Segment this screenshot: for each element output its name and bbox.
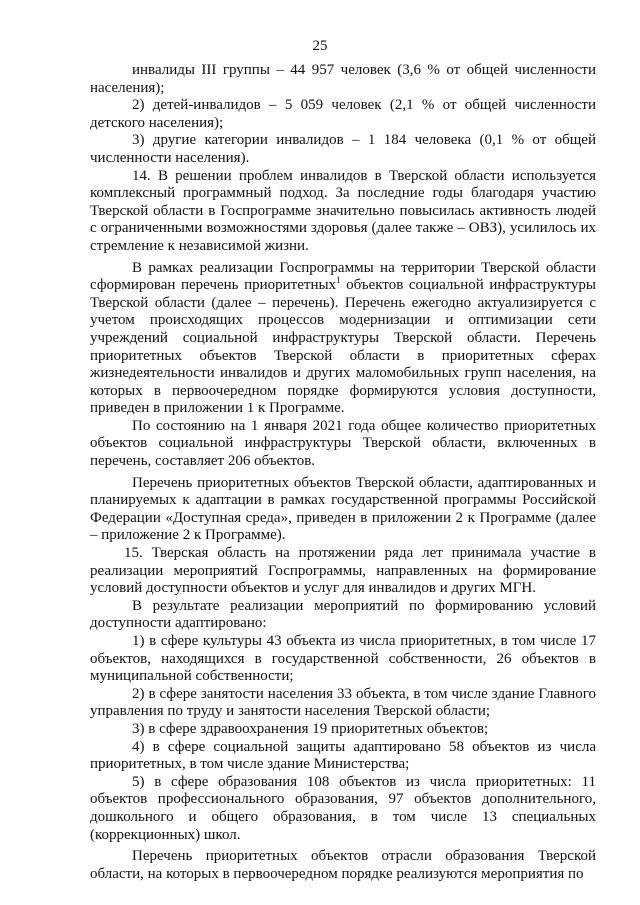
paragraph-accessible-environment: Перечень приоритетных объектов Тверской области, адаптированных и планируемых к адаптации в рамках государственной программы Российской Федерации «Доступная среда», приведен в приложении 2 к Программе (далее – приложение 2 к Программе). (90, 474, 596, 544)
paragraph-employment-sphere: 2) в сфере занятости населения 33 объекта, в том числе здание Главного управления по труду и занятости населения Тверской области; (90, 685, 596, 720)
paragraph-section-14: 14. В решении проблем инвалидов в Тверской области используется комплексный программный подход. За последние годы благодаря участию Тверской области в Госпрограмме значительно повысилась активность людей с ограниченными возможностями здоровья (далее также – ОВЗ), усилилось их стремление к независимой жизни. (90, 167, 596, 254)
paragraph-section-15: 15. Тверская область на протяжении ряда лет принимала участие в реализации мероприятий Госпрограммы, направленных на формирование условий доступности объектов и услуг для инвалидов и других МГН. (90, 545, 596, 597)
paragraph-education-priority-list: Перечень приоритетных объектов отрасли образования Тверской области, на которых в первоочередном порядке реализуются мероприятия по (90, 848, 596, 882)
priority-list-text-start: В рамках реализации Госпрограммы на территории Тверской области сформирован перечень приоритетных (90, 259, 596, 294)
paragraph-disability-group-3: инвалиды III группы – 44 957 человек (3,6 % от общей численности населения); (90, 62, 596, 96)
paragraph-object-count: По состоянию на 1 января 2021 года общее количество приоритетных объектов социальной инфраструктуры Тверской области, включенных в перечень, составляет 206 объектов. (90, 417, 596, 470)
paragraph-education-sphere: 5) в сфере образования 108 объектов из числа приоритетных: 11 объектов профессионального образования, 97 объектов дополнительного, дошкольного и общего образования, в том числе 13 специальных (коррекционных) школ. (90, 773, 596, 843)
paragraph-culture-sphere: 1) в сфере культуры 43 объекта из числа приоритетных, в том числе 17 объектов, находящихся в государственной собственности, 26 объектов в муниципальной собственности; (90, 633, 596, 685)
paragraph-results-intro: В результате реализации мероприятий по формированию условий доступности адаптировано: (90, 597, 596, 632)
paragraph-healthcare-sphere: 3) в сфере здравоохранения 19 приоритетных объектов; (132, 720, 489, 737)
page-number: 25 (312, 38, 328, 54)
document-body (90, 62, 596, 883)
paragraph-social-protection-sphere: 4) в сфере социальной защиты адаптировано 58 объектов из числа приоритетных, в том числе здание Министерства; (90, 738, 596, 773)
paragraph-other-categories: 3) другие категории инвалидов – 1 184 человека (0,1 % от общей численности населения). (90, 132, 596, 166)
paragraph-disabled-children: 2) детей-инвалидов – 5 059 человек (2,1 % от общей численности детского населения); (90, 97, 596, 131)
priority-list-text-end: объектов социальной инфраструктуры Тверской области (далее – перечень). Перечень ежегодно актуализируется с учетом происходящих процессов модернизации и оптимизации сети учреждений социальной инфраструктуры Тверской области. Перечень приоритетных объектов Тверской области в приоритетных сферах жизнедеятельности инвалидов и других маломобильных групп населения, на которых в первоочередном порядке формируются условия доступности, приведен в приложении 1 к Программе. (90, 277, 596, 417)
paragraph-priority-list (90, 260, 596, 418)
footnote-marker: 1 (336, 275, 341, 286)
